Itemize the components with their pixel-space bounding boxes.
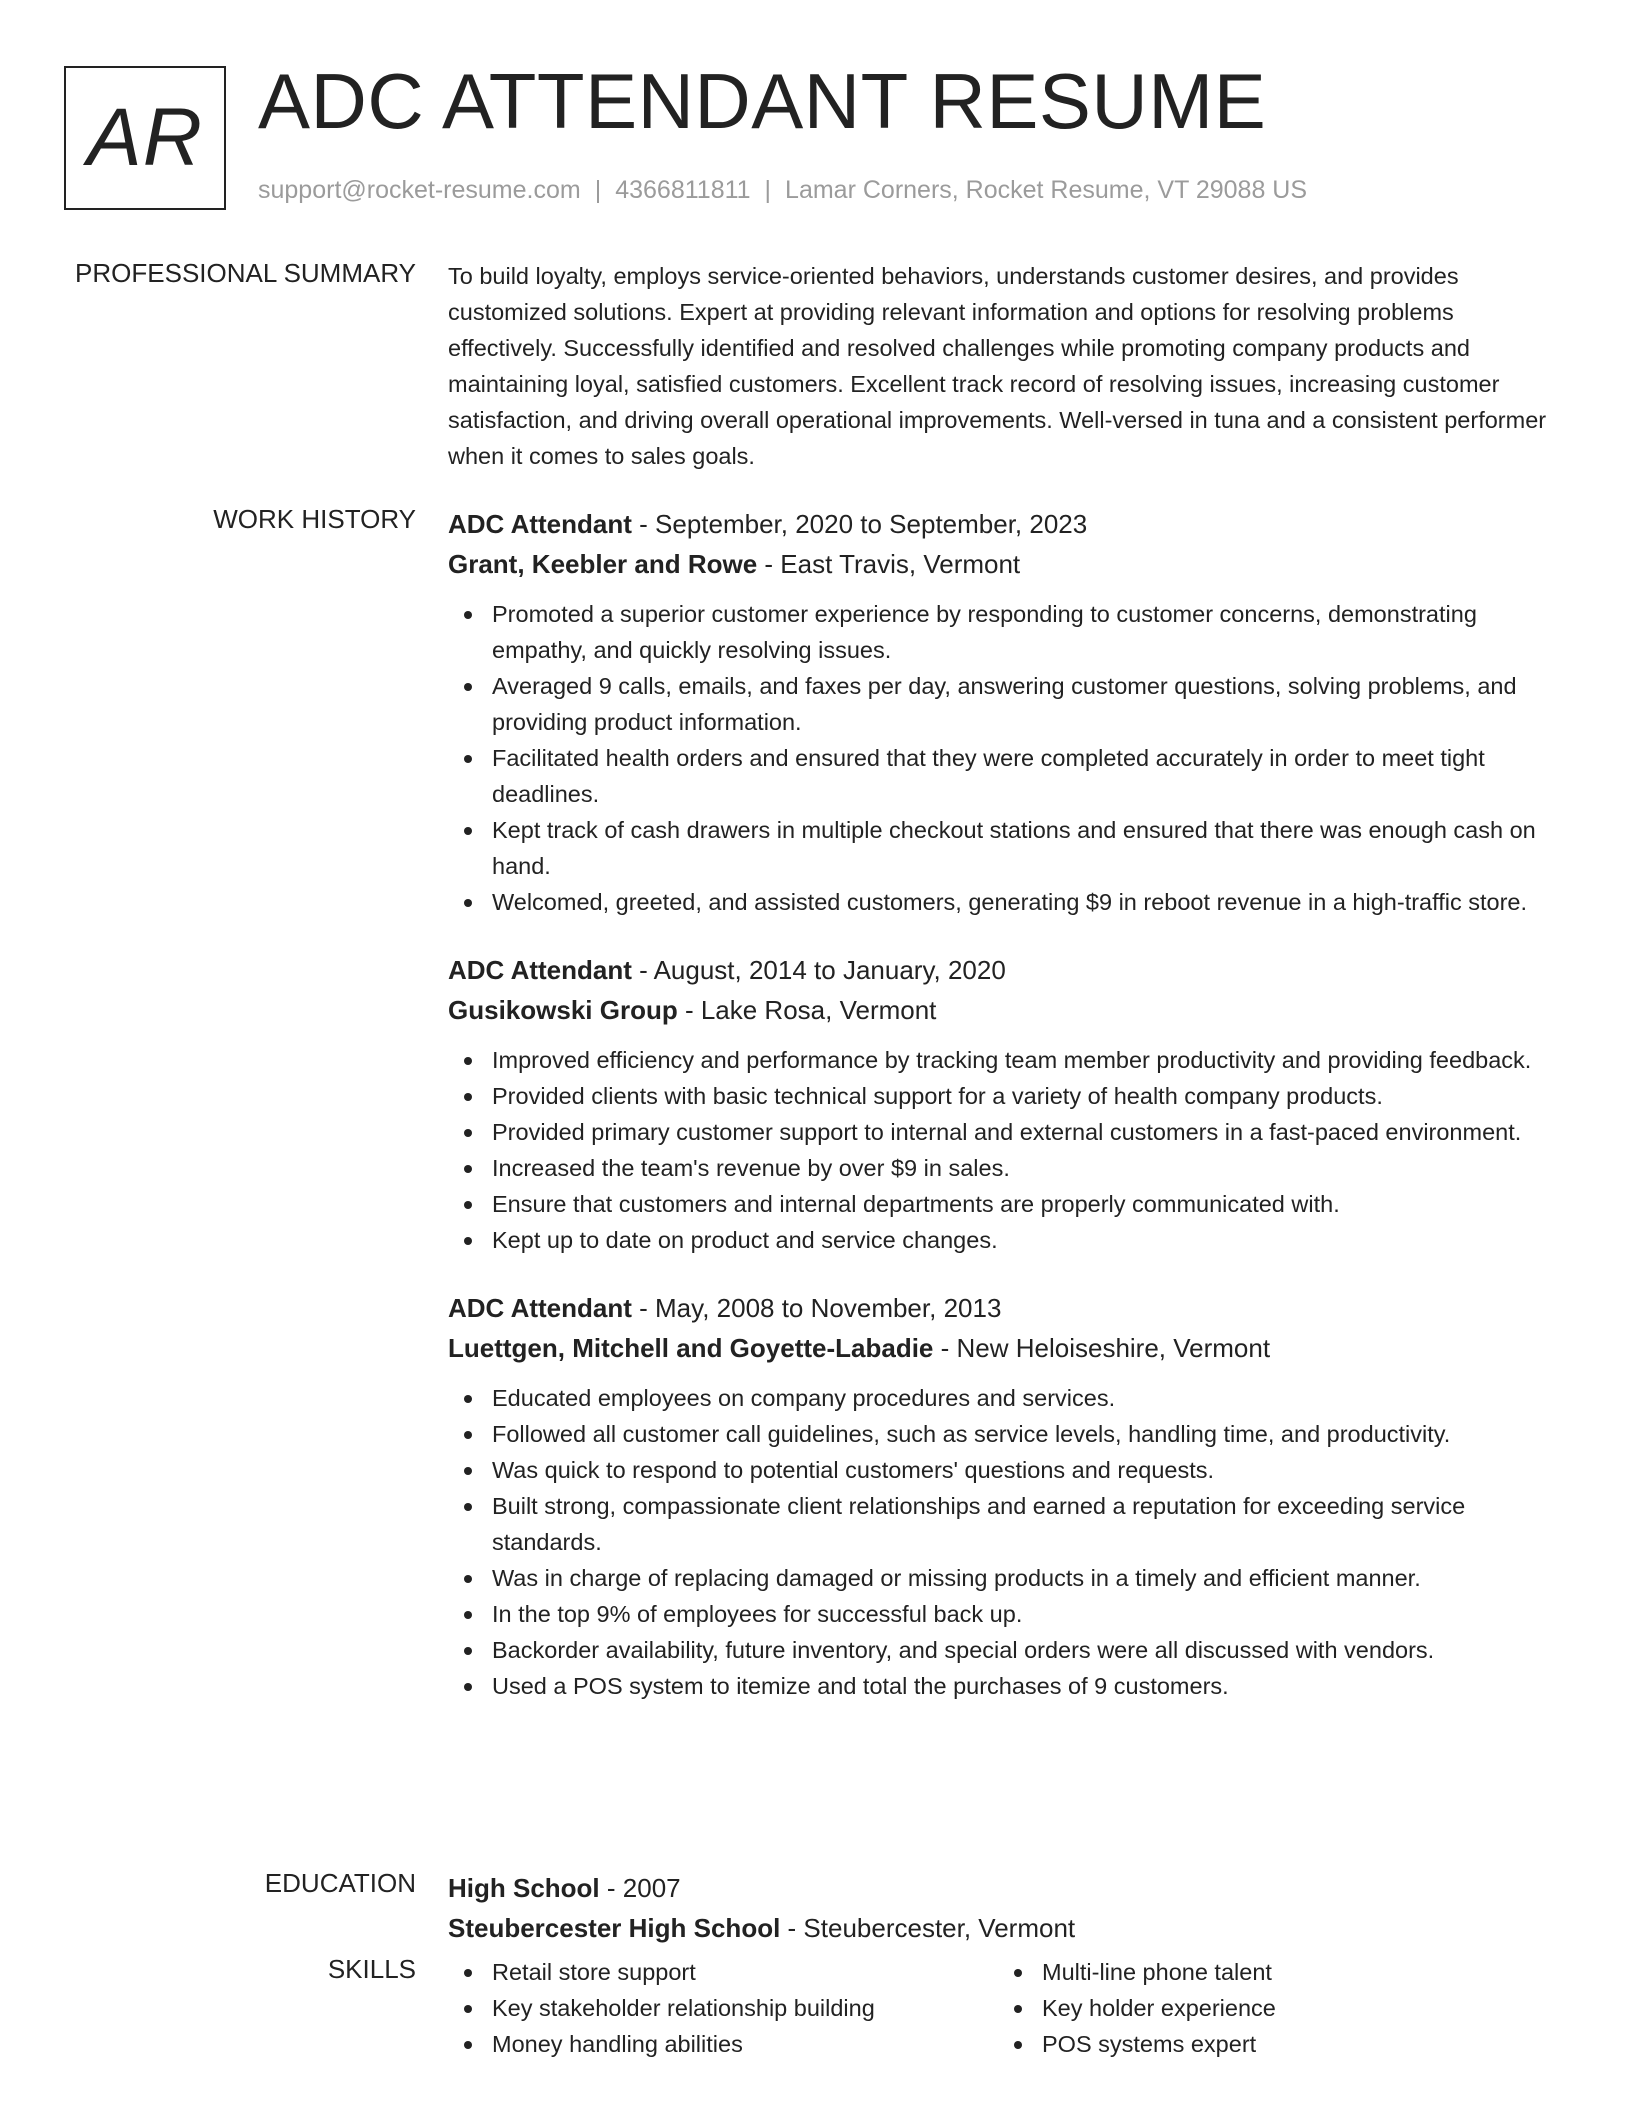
- job-bullet: Built strong, compassionate client relationships and earned a reputation for exceeding service standards.: [448, 1488, 1568, 1560]
- job-bullet: Promoted a superior customer experience by responding to customer concerns, demonstrating empathy, and quickly resolving issues.: [448, 596, 1568, 668]
- education-year: - 2007: [599, 1873, 681, 1903]
- job-bullet: Kept up to date on product and service changes.: [448, 1222, 1568, 1258]
- contact-line: [258, 176, 1307, 205]
- job-title: ADC Attendant: [448, 1293, 632, 1323]
- job-entry: [448, 1288, 1568, 1704]
- job-bullet: Provided clients with basic technical support for a variety of health company products.: [448, 1078, 1568, 1114]
- summary-text: To build loyalty, employs service-oriented behaviors, understands customer desires, and provides customized solutions. Expert at providing relevant information and options for resolving problems effectively. Successfully identified and resolved challenges while promoting company products and maintaining loyal, satisfied customers. Excellent track record of resolving issues, increasing customer satisfaction, and driving overall operational improvements. Well-versed in tuna and a consistent performer when it comes to sales goals.: [448, 263, 1547, 469]
- job-bullet: Followed all customer call guidelines, such as service levels, handling time, and productivity.: [448, 1416, 1568, 1452]
- skill-item: POS systems expert: [998, 2026, 1548, 2062]
- job-company-line: [448, 1328, 1568, 1368]
- contact-address: Lamar Corners, Rocket Resume, VT 29088 US: [785, 176, 1308, 204]
- education-degree-line: [448, 1868, 1568, 1908]
- job-bullet: Educated employees on company procedures and services.: [448, 1380, 1568, 1416]
- section-label-education: EDUCATION: [264, 1868, 416, 1898]
- section-label-skills: SKILLS: [327, 1954, 416, 1984]
- job-bullets: [448, 596, 1568, 920]
- contact-email[interactable]: support@rocket-resume.com: [258, 176, 581, 204]
- job-company: Grant, Keebler and Rowe: [448, 549, 758, 579]
- job-title: ADC Attendant: [448, 955, 632, 985]
- job-company-line: [448, 544, 1568, 584]
- job-title: ADC Attendant: [448, 509, 632, 539]
- job-bullet: Used a POS system to itemize and total the purchases of 9 customers.: [448, 1668, 1568, 1704]
- job-bullet: Improved efficiency and performance by tracking team member productivity and providing feedback.: [448, 1042, 1568, 1078]
- job-bullet: Provided primary customer support to internal and external customers in a fast-paced environment.: [448, 1114, 1568, 1150]
- skill-item: Money handling abilities: [448, 2026, 998, 2062]
- job-bullet: Facilitated health orders and ensured that they were completed accurately in order to meet tight deadlines.: [448, 740, 1568, 812]
- skill-item: Key stakeholder relationship building: [448, 1990, 998, 2026]
- job-bullet: In the top 9% of employees for successful back up.: [448, 1596, 1568, 1632]
- job-company: Luettgen, Mitchell and Goyette-Labadie: [448, 1333, 934, 1363]
- contact-phone[interactable]: 4366811811: [615, 176, 751, 204]
- contact-separator: |: [594, 176, 602, 204]
- job-bullet: Averaged 9 calls, emails, and faxes per day, answering customer questions, solving problems, and providing product information.: [448, 668, 1568, 740]
- job-bullet: Welcomed, greeted, and assisted customers, generating $9 in reboot revenue in a high-traffic store.: [448, 884, 1568, 920]
- job-company-line: [448, 990, 1568, 1030]
- skill-item: Multi-line phone talent: [998, 1954, 1548, 1990]
- contact-separator: |: [764, 176, 772, 204]
- education-degree: High School: [448, 1873, 600, 1903]
- job-bullets: [448, 1380, 1568, 1704]
- job-bullets: [448, 1042, 1568, 1258]
- job-bullet: Was in charge of replacing damaged or missing products in a timely and efficient manner.: [448, 1560, 1568, 1596]
- job-dates: - August, 2014 to January, 2020: [631, 955, 1006, 985]
- job-dates: - May, 2008 to November, 2013: [631, 1293, 1002, 1323]
- monogram-box: [64, 66, 226, 210]
- job-dates: - September, 2020 to September, 2023: [631, 509, 1088, 539]
- job-company: Gusikowski Group: [448, 995, 678, 1025]
- job-bullet: Increased the team's revenue by over $9 in sales.: [448, 1150, 1568, 1186]
- job-bullet: Ensure that customers and internal departments are properly communicated with.: [448, 1186, 1568, 1222]
- section-label-work-history: WORK HISTORY: [213, 504, 416, 534]
- jobs-list: [448, 504, 1568, 1734]
- job-title-line: [448, 1288, 1568, 1328]
- job-entry: [448, 950, 1568, 1258]
- section-label-summary: PROFESSIONAL SUMMARY: [75, 258, 416, 288]
- job-location: - Lake Rosa, Vermont: [677, 995, 937, 1025]
- job-entry: [448, 504, 1568, 920]
- job-location: - New Heloiseshire, Vermont: [933, 1333, 1271, 1363]
- job-bullet: Kept track of cash drawers in multiple checkout stations and ensured that there was enough cash on hand.: [448, 812, 1568, 884]
- education-school: Steubercester High School: [448, 1913, 781, 1943]
- job-title-line: [448, 950, 1568, 990]
- job-location: - East Travis, Vermont: [757, 549, 1021, 579]
- job-bullet: Was quick to respond to potential customers' questions and requests.: [448, 1452, 1568, 1488]
- job-bullet: Backorder availability, future inventory, and special orders were all discussed with vendors.: [448, 1632, 1568, 1668]
- skill-item: Retail store support: [448, 1954, 998, 1990]
- monogram-initials: AR: [87, 92, 203, 183]
- education-school-line: [448, 1908, 1568, 1948]
- job-title-line: [448, 504, 1568, 544]
- education-location: - Steubercester, Vermont: [780, 1913, 1076, 1943]
- resume-title: ADC ATTENDANT RESUME: [258, 57, 1267, 145]
- skills-list: [448, 1954, 1568, 2062]
- skill-item: Key holder experience: [998, 1990, 1548, 2026]
